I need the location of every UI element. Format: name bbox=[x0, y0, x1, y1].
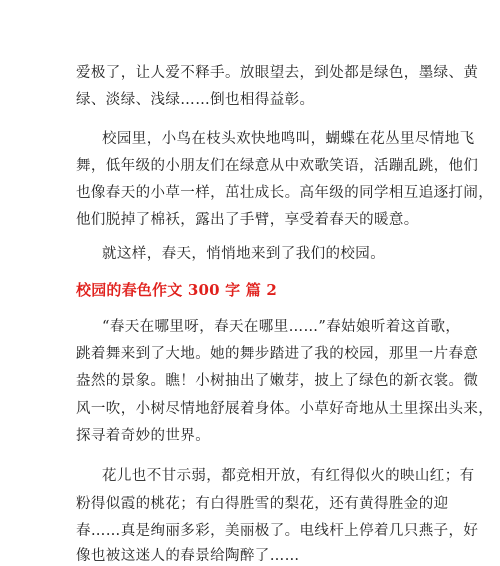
paragraph-5-line-4: 像也被这迷人的春景给陶醉了…… bbox=[76, 548, 300, 564]
section-heading: 校园的春色作文 300 字 篇 2 bbox=[76, 281, 278, 300]
paragraph-4-line-3: 盎然的景象。瞧！小树抽出了嫩芽，披上了绿色的新衣裳。微 bbox=[76, 373, 479, 390]
paragraph-1-line-1: 爱极了，让人爱不释手。放眼望去，到处都是绿色，墨绿、黄 bbox=[76, 65, 479, 81]
paragraph-2-line-2: 舞，低年级的小朋友们在绿意从中欢歌笑语，活蹦乱跳，他们 bbox=[76, 158, 479, 175]
paragraph-4-line-4: 风一吹，小树尽情地舒展着身体。小草好奇地从土里探出头来， bbox=[76, 400, 494, 417]
paragraph-3-line-1: 就这样，春天，悄悄地来到了我们的校园。 bbox=[102, 246, 386, 263]
paragraph-4-line-2: 跳着舞来到了大地。她的舞步踏进了我的校园，那里一片春意 bbox=[76, 346, 479, 363]
paragraph-4-line-5: 探寻着奇妙的世界。 bbox=[76, 427, 211, 444]
paragraph-5-line-2: 粉得似霞的桃花；有白得胜雪的梨花，还有黄得胜金的迎 bbox=[76, 495, 449, 512]
paragraph-2-line-4: 他们脱掉了棉袄，露出了手臂，享受着春天的暖意。 bbox=[76, 212, 419, 229]
paragraph-5-line-3: 春……真是绚丽多彩，美丽极了。电线杆上停着几只燕子，好 bbox=[76, 522, 479, 539]
paragraph-5-line-1: 花儿也不甘示弱，都竞相开放，有红得似火的映山红；有 bbox=[102, 468, 475, 485]
paragraph-4-line-1: “春天在哪里呀，春天在哪里……”春姑娘听着这首歌， bbox=[102, 319, 461, 336]
paragraph-1-line-2: 绿、淡绿、浅绿……倒也相得益彰。 bbox=[76, 92, 315, 109]
paragraph-2-line-1: 校园里，小鸟在枝头欢快地鸣叫，蝴蝶在花丛里尽情地飞 bbox=[102, 130, 475, 147]
paragraph-2-line-3: 也像春天的小草一样，茁壮成长。高年级的同学相互追逐打闹， bbox=[76, 185, 494, 202]
